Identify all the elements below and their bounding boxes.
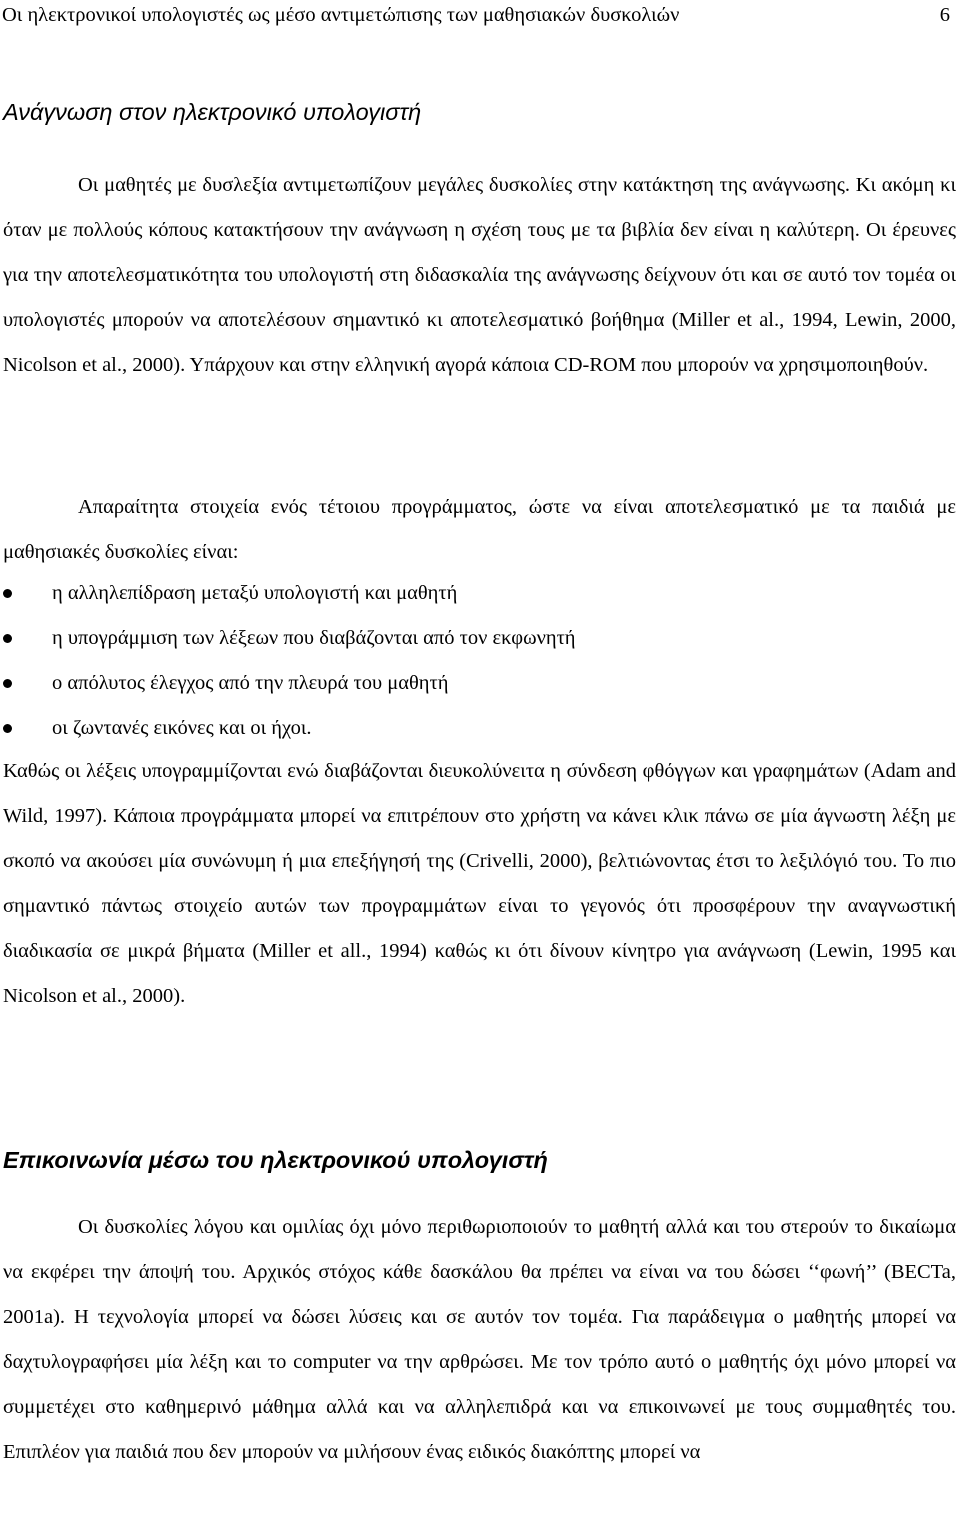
bullet-icon [3, 634, 12, 643]
page-header [2, 0, 950, 30]
section-heading-reading: Ανάγνωση στον ηλεκτρονικό υπολογιστή [3, 99, 422, 125]
list-item-text: η αλληλεπίδραση μεταξύ υπολογιστή και μαθητή [52, 582, 458, 604]
paragraph-requirements: Απαραίτητα στοιχεία ενός τέτοιου προγράμματος, ώστε να είναι αποτελεσματικό με τα παιδιά με μαθησιακές δυσκολίες είναι: [3, 496, 956, 563]
list-item-text: ο απόλυτος έλεγχος από την πλευρά του μαθητή [52, 672, 449, 694]
bullet-icon [3, 724, 12, 733]
paragraph-intro: Οι μαθητές με δυσλεξία αντιμετωπίζουν μεγάλες δυσκολίες στην κατάκτηση της ανάγνωσης. Κι ακόμη κι όταν με πολλούς κόπους κατακτήσουν την ανάγνωση η σχέση τους με τα βιβλία δεν είναι η καλύτερη. Οι έρευνες για την αποτελεσματικότητα του υπολογιστή στη διδασκαλία της ανάγνωσης δείχνουν ότι και σε αυτό τον τομέα οι υπολογιστές μπορούν να αποτελέσουν σημαντικό κι αποτελεσματικό βοήθημα (Miller et al., 1994, Lewin, 2000, Nicolson et al., 2000). Υπάρχουν και στην ελληνική αγορά κάποια CD-ROM που μπορούν να χρησιμοποιηθούν. [3, 174, 956, 376]
section-heading-communication: Επικοινωνία μέσω του ηλεκτρονικού υπολογιστή [3, 1147, 548, 1173]
list-item-text: η υπογράμμιση των λέξεων που διαβάζονται από τον εκφωνητή [52, 627, 576, 649]
paragraph-communication: Οι δυσκολίες λόγου και ομιλίας όχι μόνο περιθωριοποιούν το μαθητή αλλά και του στερούν το δικαίωμα να εκφέρει την άποψή του. Αρχικός στόχος κάθε δασκάλου θα πρέπει να είναι να του δώσει ‘‘φωνή’’ (BECTa, 2001a). Η τεχνολογία μπορεί να δώσει λύσεις και σε αυτόν τον τομέα. Για παράδειγμα ο μαθητής μπορεί να δαχτυλογραφήσει μία λέξη και το computer να την αρθρώσει. Με τον τρόπο αυτό ο μαθητής όχι μόνο μπορεί να συμμετέχει στο καθημερινό μάθημα αλλά και να αλληλεπιδρά και να επικοινωνεί με τους συμμαθητές του. Επιπλέον για παιδιά που δεν μπορούν να μιλήσουν ένας ειδικός διακόπτης μπορεί να [3, 1216, 956, 1463]
list-item-text: οι ζωντανές εικόνες και οι ήχοι. [52, 717, 312, 739]
bullet-icon [3, 679, 12, 688]
paragraph-underlining: Καθώς οι λέξεις υπογραμμίζονται ενώ διαβάζονται διευκολύνειτα η σύνδεση φθόγγων και γραφημάτων (Adam and Wild, 1997). Κάποια προγράμματα μπορεί να επιτρέπουν στο χρήστη να κάνει κλικ πάνω σε μία άγνωστη λέξη με σκοπό να ακούσει μία συνώνυμη ή μια επεξήγησή της (Crivelli, 2000), βελτιώνοντας έτσι το λεξιλόγιό του. Το πιο σημαντικό πάντως στοιχείο αυτών των προγραμμάτων είναι το γεγονός ότι προσφέρουν την αναγνωστική διαδικασία σε μικρά βήματα (Miller et all., 1994) καθώς κι ότι δίνουν κίνητρο για ανάγνωση (Lewin, 1995 και Nicolson et al., 2000). [3, 760, 956, 1007]
list-item [3, 661, 956, 706]
list-item [3, 616, 956, 661]
page-number: 6 [939, 4, 950, 26]
list-item [3, 706, 956, 751]
list-item [3, 571, 956, 616]
running-title: Οι ηλεκτρονικοί υπολογιστές ως μέσο αντιμετώπισης των μαθησιακών δυσκολιών [2, 4, 680, 26]
requirements-list [3, 571, 956, 751]
bullet-icon [3, 589, 12, 598]
